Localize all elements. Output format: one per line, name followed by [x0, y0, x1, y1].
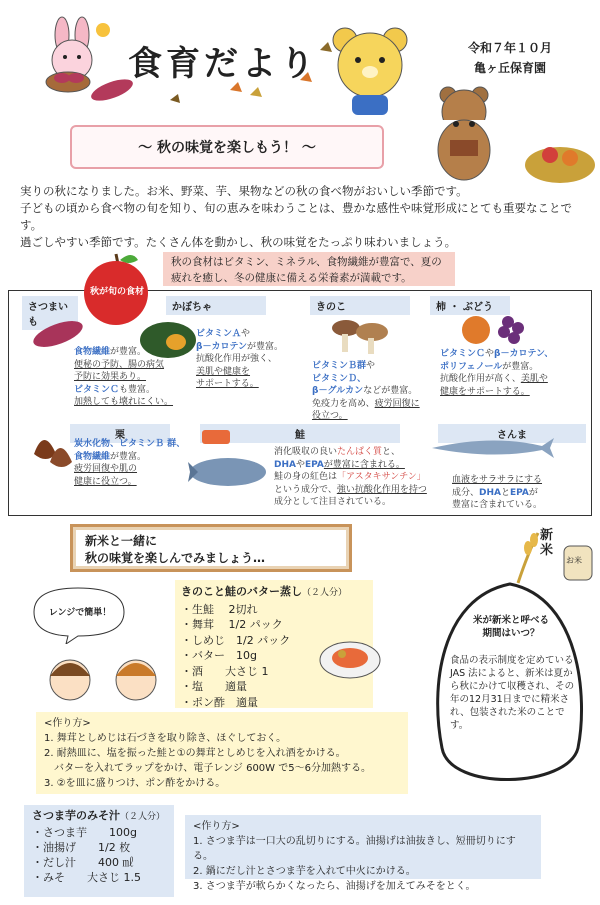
recipe-title: きのこと鮭のバター蒸し — [181, 585, 302, 598]
intro-line: 子どもの頃から食べ物の旬を知り、旬の恵みを味わうことは、豊かな感性や味覚形成にとても重要なことです。 — [20, 201, 572, 232]
food-desc-kaki-budou: ビタミンＣやβ－カロテン、 ポリフェノールが豊富。 抗酸化作用が高く、美肌や 健康をサポートする。 — [440, 349, 554, 397]
recipe-miso-soup: さつま芋のみそ汁（２人分） ・さつま芋 100g ・油揚げ 1/2 枚 ・だし汁 400 ㎖ ・みそ 大さじ 1.5 — [24, 805, 174, 897]
rice-question: 米が新米と呼べる 期間はいつ？ — [472, 615, 549, 639]
recipe-steps-2: <作り方> 1. さつま芋は一口大の乱切りにする。油揚げは油抜きし、短冊切りにする。 2. 鍋にだし汁とさつま芋を入れて中火にかける。 3. さつま芋が軟らかくなったら、油揚げを加えてみそをとく。 — [185, 815, 541, 879]
intro-line: 実りの秋になりました。お米、野菜、芋、果物などの秋の食べ物がおいしい季節です。 — [20, 184, 468, 198]
food-desc-sanma: 血液をサラサラにする 成分、DHAとEPAが 豊富に含まれている。 — [452, 475, 543, 510]
school-name: 亀ヶ丘保育園 — [473, 61, 546, 75]
dish-icon — [318, 632, 382, 682]
food-label-satsumaimo: さつまいも — [22, 296, 78, 330]
issue-info — [450, 38, 570, 78]
intro-text — [20, 183, 590, 251]
theme-banner: ～ 秋の味覚を楽しもう！ ～ — [70, 125, 384, 169]
recipe-butter-steam: きのこと鮭のバター蒸し（２人分） ・生鮭 2切れ ・舞茸 1/2 パック ・しめじ 1/2 パック ・バター 10g ・酒 大さじ 1 ・塩 適量 ・ポン酢 適量 — [175, 580, 373, 708]
apple-label: 秋が旬の食材 — [89, 287, 144, 297]
saury-icon — [428, 432, 558, 462]
salmon-icon — [188, 426, 274, 496]
food-label-sanma: さんま — [438, 424, 586, 443]
bear-yellow-icon — [333, 28, 407, 115]
rice-answer: 食品の表示制度を定めている JAS 法によると、新米は夏から秋にかけて収穫され、その年の12月31日までに精米され、包装された米のことです。 — [450, 655, 575, 731]
food-label-kaki-budou: 柿 ・ ぶどう — [430, 296, 510, 315]
recipe-steps-1: <作り方> 1. 舞茸としめじは石づきを取り除き、ほぐしておく。 2. 耐熱皿に、塩を振った鮭と①の舞茸としめじを入れ酒をかける。 バターを入れてラップをかけ、電子レンジ 600W で5～6分加熱する。 3. ②を皿に盛りつけ、ポン酢をかける。 — [36, 712, 408, 794]
pumpkin-icon — [138, 316, 198, 360]
food-desc-kabocha: ビタミンＡや β－カロテンが豊富。 抗酸化作用が強く、 美肌や健康を サポートする。 — [196, 329, 284, 389]
bubble-text: レンジで簡単！ — [48, 608, 112, 618]
chestnut-icon — [24, 424, 80, 470]
issue-date: 令和７年１０月 — [467, 41, 552, 55]
food-label-sake: 鮭 — [200, 424, 400, 443]
intro-line: 過ごしやすい季節です。たくさん体を動かし、秋の味覚をたっぷり味わいましょう。 — [20, 235, 457, 249]
persimmon-grape-icon — [458, 308, 538, 348]
rabbit-icon — [46, 17, 92, 92]
food-desc-satsumaimo: 食物繊維が豊富。 便秘の予防、腸の病気 予防に効果あり。 ビタミンＣも豊富。 加熱しても壊れにくい。 — [74, 347, 174, 407]
new-rice-label: 新米 — [540, 528, 554, 558]
sun-icon — [96, 23, 110, 37]
rice-bag-label: お米 — [566, 556, 582, 565]
food-desc-sake: 消化吸収の良いたんぱく質と、 DHAやEPAが豊富に含まれる。 鮭の身の紅色は「アスタキサンチン」 という成分で、強い抗酸化作用を持つ 成分として注目されている。 — [274, 447, 427, 507]
page-title: 食育だより — [128, 44, 318, 84]
food-label-kuri: 栗 — [70, 424, 170, 443]
children-icon — [40, 650, 180, 710]
new-rice-heading: 新米と一緒に 秋の味覚を楽しんでみましょう… — [70, 524, 352, 572]
food-desc-kinoko: ビタミンＢ群や ビタミンＤ、 β－グルカンなどが豊富。 免疫力を高め、疲労回復に 役立つ。 — [312, 361, 420, 421]
food-label-kabocha: かぼちゃ — [166, 296, 266, 315]
recipe-title: さつま芋のみそ汁 — [32, 809, 120, 822]
mushroom-icon — [326, 314, 396, 360]
food-desc-kuri: 炭水化物、ビタミンＢ 群、 食物繊維が豊富。 疲労回復や肌の 健康に役立つ。 — [74, 439, 186, 487]
seasonal-nutrition-note: 秋の食材はビタミン、ミネラル、食物繊維が豊富で、夏の疲れを癒し、冬の健康に備える栄養素が満載です。 — [163, 252, 455, 286]
food-label-kinoko: きのこ — [310, 296, 410, 315]
